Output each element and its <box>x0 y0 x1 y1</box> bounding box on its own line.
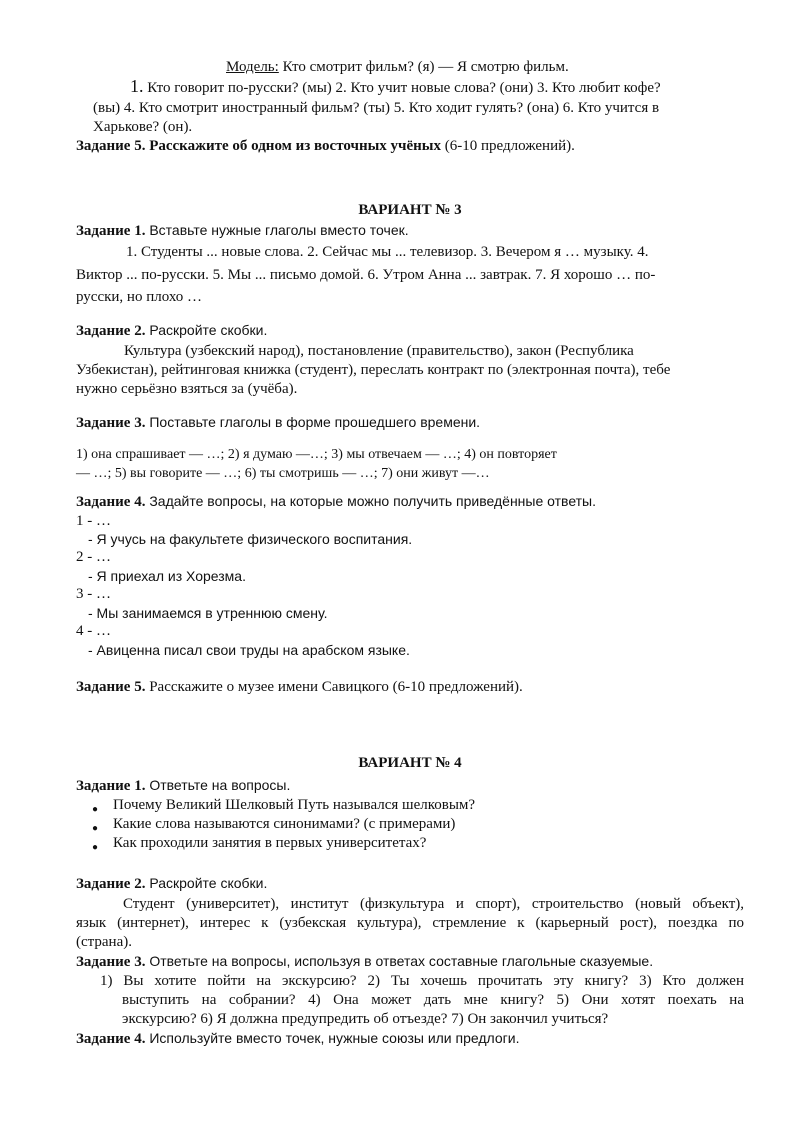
model-item-line-1 <box>130 77 744 98</box>
task-label: Задание 5. <box>76 679 146 695</box>
v3-task4-num-4: 4 - … <box>76 623 111 639</box>
task-instruction: Ответьте на вопросы, используя в ответах составные глагольные сказуемые. <box>145 953 654 969</box>
model-item-number: 1. <box>130 76 144 96</box>
task-instruction: Поставьте глаголы в форме прошедшего времени. <box>145 414 481 430</box>
v4-task2-line-1: Студент (университет), институт (физкультура и спорт), строительство (новый объект), <box>123 896 744 912</box>
variant-4-title: ВАРИАНТ № 4 <box>358 755 462 771</box>
task-text: (6-10 предложений). <box>441 138 575 154</box>
task-bold-text: Расскажите об одном из восточных учёных <box>145 138 442 154</box>
task-instruction: Вставьте нужные глаголы вместо точек. <box>145 222 409 238</box>
task-label: Задание 1. <box>76 223 146 239</box>
bullet-icon: ● <box>92 823 99 834</box>
v3-task4-answer-4: - Авиценна писал свои труды на арабском языке. <box>88 642 410 658</box>
task-instruction: Раскройте скобки. <box>145 875 268 891</box>
v3-task1-line-3: русски, но плохо … <box>76 289 203 305</box>
v3-task1-heading <box>76 221 744 241</box>
v4-task3-line-2: выступить на собрании? 4) Она может дать мне книгу? 5) Они хотят поехать на <box>122 992 744 1008</box>
v3-task2-line-3: нужно серьёзно взяться за (учёба). <box>76 381 298 397</box>
task-instruction: Расскажите о музее имени Савицкого (6-10 предложений). <box>145 679 523 695</box>
bullet-icon: ● <box>92 842 99 853</box>
v3-task3-line-2: — …; 5) вы говорите — …; 6) ты смотришь — …; 7) они живут —… <box>76 466 490 481</box>
model-item-line-3: Харькове? (он). <box>93 119 193 135</box>
task-instruction: Ответьте на вопросы. <box>145 777 291 793</box>
v3-task4-answer-1: - Я учусь на факультете физического воспитания. <box>88 531 413 547</box>
v3-task4-num-3: 3 - … <box>76 586 111 602</box>
v4-task4-heading <box>76 1029 744 1049</box>
task-instruction: Раскройте скобки. <box>145 322 268 338</box>
task-instruction: Используйте вместо точек, нужные союзы или предлоги. <box>145 1030 520 1046</box>
task-label: Задание 5. <box>76 138 146 154</box>
task-label: Задание 2. <box>76 323 146 339</box>
v4-task3-heading <box>76 952 744 972</box>
v3-task4-heading <box>76 492 744 512</box>
task-label: Задание 4. <box>76 494 146 510</box>
model-line <box>226 58 646 77</box>
v4-task3-line-3: экскурсию? 6) Я должна предупредить об отъезде? 7) Он закончил учиться? <box>122 1011 609 1027</box>
v3-task4-answer-2: - Я приехал из Хорезма. <box>88 568 246 584</box>
v3-task2-heading <box>76 321 744 341</box>
v3-task2-line-2: Узбекистан), рейтинговая книжка (студент), переслать контракт по (электронная почта), тебе <box>76 362 671 378</box>
v3-task5-heading <box>76 678 744 697</box>
v4-task2-line-2: язык (интернет), интерес к (узбекская культура), стремление к (карьерный рост), поездка по <box>76 915 744 931</box>
v4-task2-heading <box>76 874 744 894</box>
task-label: Задание 4. <box>76 1031 146 1047</box>
v3-task4-answer-3: - Мы занимаемся в утреннюю смену. <box>88 605 328 621</box>
v3-task1-line-2: Виктор ... по-русски. 5. Мы ... письмо домой. 6. Утром Анна ... завтрак. 7. Я хорошо … по- <box>76 267 656 283</box>
v3-task3-line-1: 1) она спрашивает — …; 2) я думаю —…; 3) мы отвечаем — …; 4) он повторяет <box>76 447 557 462</box>
variant-3-title: ВАРИАНТ № 3 <box>358 202 462 218</box>
bullet-text: Какие слова называются синонимами? (с примерами) <box>113 816 456 832</box>
bullet-text: Как проходили занятия в первых университетах? <box>113 835 427 851</box>
v3-task4-num-2: 2 - … <box>76 549 111 565</box>
task-label: Задание 3. <box>76 954 146 970</box>
v4-task2-line-3: (страна). <box>76 934 132 950</box>
v3-task4-num-1: 1 - … <box>76 513 111 529</box>
v4-task1-heading <box>76 776 744 796</box>
v4-task3-line-1: 1) Вы хотите пойти на экскурсию? 2) Ты хочешь прочитать эту книгу? 3) Кто должен <box>100 973 744 989</box>
bullet-text: Почему Великий Шелковый Путь назывался шелковым? <box>113 797 476 813</box>
v2-task5 <box>76 137 744 156</box>
model-text: Кто смотрит фильм? (я) — Я смотрю фильм. <box>278 59 569 75</box>
bullet-icon: ● <box>92 804 99 815</box>
v3-task1-line-1: 1. Студенты ... новые слова. 2. Сейчас мы ... телевизор. 3. Вечером я … музыку. 4. <box>126 244 649 260</box>
model-item-text: Кто говорит по-русски? (мы) 2. Кто учит новые слова? (они) 3. Кто любит кофе? <box>143 80 661 96</box>
model-item-line-2: (вы) 4. Кто смотрит иностранный фильм? (ты) 5. Кто ходит гулять? (она) 6. Кто учится в <box>93 100 660 116</box>
task-label: Задание 3. <box>76 415 146 431</box>
task-label: Задание 1. <box>76 778 146 794</box>
v3-task3-heading <box>76 413 744 433</box>
task-label: Задание 2. <box>76 876 146 892</box>
v3-task2-line-1: Культура (узбекский народ), постановление (правительство), закон (Республика <box>124 343 634 359</box>
model-label: Модель: <box>226 59 279 75</box>
task-instruction: Задайте вопросы, на которые можно получить приведённые ответы. <box>145 493 597 509</box>
